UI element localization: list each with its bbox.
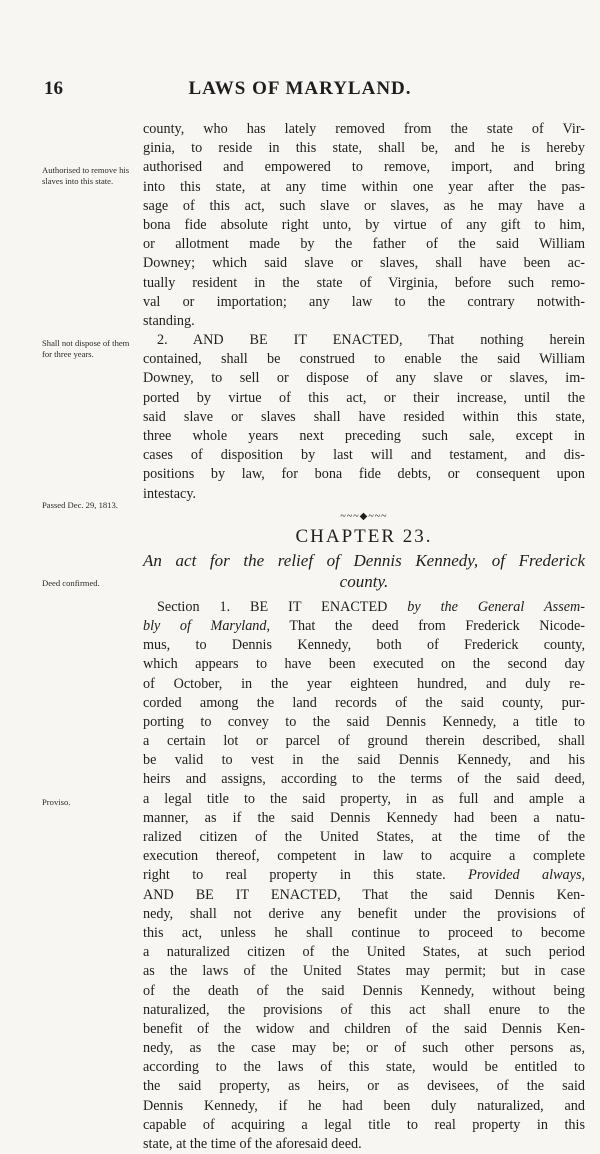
margin-note-deed-confirmed: Deed confirmed. [42,578,100,588]
text-line: which appears to have been executed on the second day [143,656,585,673]
text-line: cases of disposition by last will and testament, and dis- [143,447,585,464]
text-line [143,617,585,636]
text-line: ralized citizen of the United States, at the time of the [143,829,585,845]
text-line: ported by virtue of this act, or their increase, until the [143,389,585,406]
text-line: three whole years next preceding such sale, except in [143,428,585,444]
text-line: val or importation; any law to the contrary notwith- [143,293,585,310]
text-line: mus, to Dennis Kennedy, both of Frederick county, [143,637,585,654]
chapter-section-1-paragraph [143,598,585,1154]
text-line: execution thereof, competent in law to acquire a complete [143,848,585,865]
margin-note-shall-not-dispose: Shall not dispose of them for three years. [42,338,130,359]
running-head: LAWS OF MARYLAND. [188,78,412,99]
text-line: or allotment made by the father of the said William [143,236,585,253]
margin-note-passed: Passed Dec. 29, 1813. [42,500,118,510]
text-line: nedy, as the case may be; or of such other persons as, [143,1040,585,1057]
ornament-divider: ~~~◆~~~ [340,510,388,522]
text-line: bona fide absolute right unto, by virtue of any gift to him, [143,216,585,233]
text-span: That the deed from Frederick Nicode- [270,617,585,634]
text-line: AND BE IT ENACTED, That the said Dennis Ken- [143,886,585,903]
text-line [143,598,585,617]
italic-phrase: bly of Maryland, [143,617,271,634]
section-2-paragraph [143,331,585,504]
italic-phrase: Provided always, [468,867,586,884]
text-line: a naturalized citizen of the United States, at such period [143,944,585,961]
text-line: according to the laws of this state, would be entitled to [143,1059,585,1076]
body-text [143,120,585,1154]
text-span: right to real property in this state. [143,867,469,884]
text-line: corded among the land records of the said county, pur- [143,694,585,711]
chapter-title: An act for the relief of Dennis Kennedy, of Frederick [143,550,585,570]
chapter-title-continued: county. [339,571,389,591]
text-line: tually resident in the state of Virginia, before such remo- [143,274,585,291]
text-line: manner, as if the said Dennis Kennedy had been a natu- [143,809,585,826]
page-number: 16 [44,78,63,99]
text-line: porting to convey to the said Dennis Kennedy, a title to [143,713,585,730]
text-line: a certain lot or parcel of ground therein described, shall [143,733,585,750]
text-line: be valid to vest in the said Dennis Kennedy, and his [143,752,585,769]
text-line: positions by law, for bona fide debts, or consequent upon [143,466,585,483]
text-line: Downey, to sell or dispose of any slave or slaves, im- [143,370,585,387]
text-line: county, who has lately removed from the state of Vir- [143,121,585,137]
text-line: the said property, as heirs, or as devisees, of the said [143,1078,585,1095]
text-line: benefit of the widow and children of the said Dennis Ken- [143,1020,585,1037]
text-line: ginia, to reside in this state, shall be, and he is hereby [143,140,585,157]
text-line: nedy, shall not derive any benefit under the provisions of [143,905,585,922]
text-line: as the laws of the United States may permit; but in case [143,963,585,980]
text-line: contained, shall be construed to enable the said William [143,351,585,368]
text-line: heirs and assigns, according to the terms of the said deed, [143,771,585,788]
text-line: authorised and empowered to remove, import, and bring [143,159,585,176]
text-line: intestacy. [143,485,197,502]
margin-note-proviso: Proviso. [42,797,71,807]
text-line: of October, in the year eighteen hundred, and duly re- [143,675,585,692]
text-line: sage of this act, such slave or slaves, as he may have a [143,197,585,214]
text-line: 2. AND BE IT ENACTED, That nothing herein [157,332,585,349]
text-line: standing. [143,312,195,329]
text-line: of the death of the said Dennis Kennedy, without being [143,982,585,999]
italic-phrase: by the General Assem- [407,598,585,615]
text-line: state, at the time of the aforesaid deed. [143,1136,362,1152]
page-header [0,78,600,108]
margin-note-authorised: Authorised to remove his slaves into this state. [42,165,130,186]
chapter-heading: CHAPTER 23. [295,525,433,547]
text-line: Dennis Kennedy, if he had been duly naturalized, and [143,1097,585,1114]
text-line: this act, unless he shall continue to proceed to become [143,924,585,941]
section-1-paragraph [143,120,585,331]
text-line: said slave or slaves shall have resided within this state, [143,408,585,425]
section-label: Section 1. BE IT ENACTED [157,598,408,615]
text-line [143,866,585,885]
text-line: naturalized, the provisions of this act shall enure to the [143,1001,585,1018]
text-line: Downey; which said slave or slaves, shall have been ac- [143,255,585,272]
text-line: a legal title to the said property, in as full and ample a [143,790,585,807]
text-line: capable of acquiring a legal title to real property in this [143,1116,585,1133]
text-line: into this state, at any time within one year after the pas- [143,178,585,195]
